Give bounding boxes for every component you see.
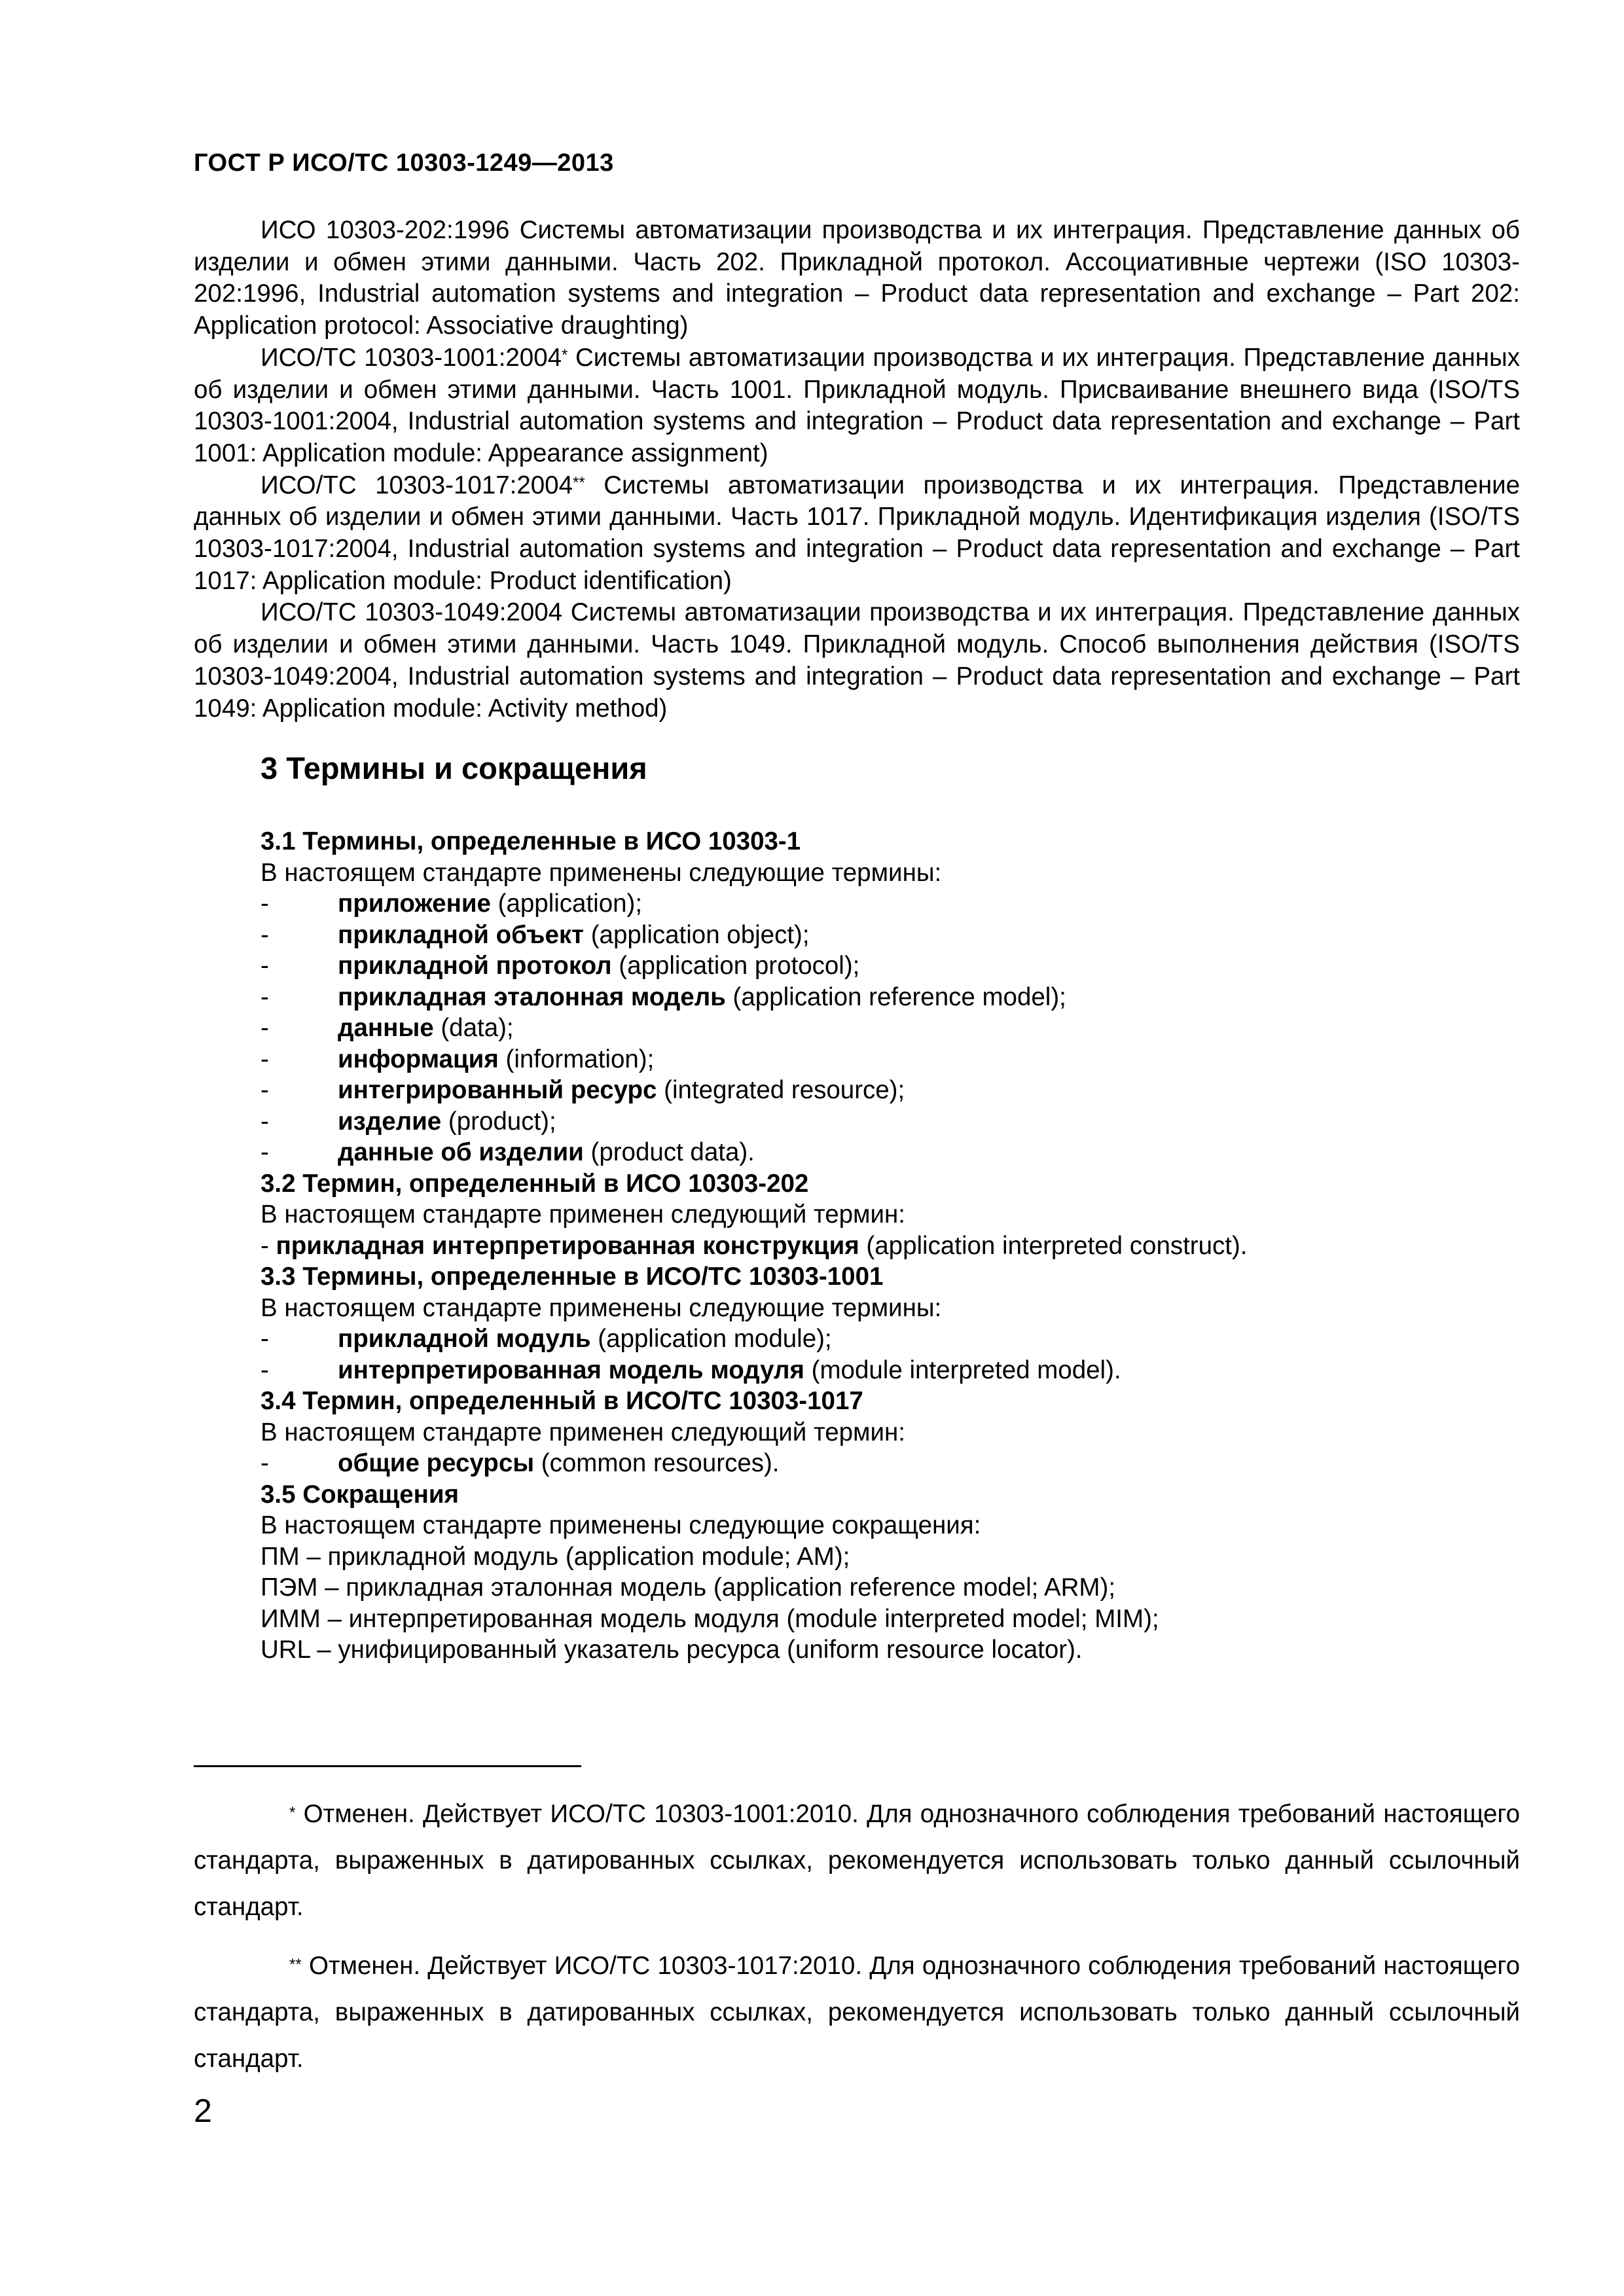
reference-lead: ИСО/ТС 10303-1017:2004 — [261, 471, 573, 499]
term-ru: информация — [338, 1045, 499, 1073]
term-en: (application module); — [590, 1325, 832, 1353]
abbreviation-item: ИММ – интерпретированная модель модуля (module interpreted model; MIM); — [261, 1604, 1159, 1633]
footnote-mark: ** — [289, 1956, 302, 1973]
term-ru: интерпретированная модель модуля — [338, 1355, 804, 1384]
term-ru: приложение — [338, 889, 491, 918]
term-en: (information); — [498, 1045, 655, 1073]
footnote-text — [194, 1943, 1520, 2082]
term-item — [261, 1075, 1520, 1106]
term-en: (data); — [433, 1014, 514, 1042]
terms-section — [261, 826, 1520, 1666]
subsection-title: 3.1 Термины, определенные в ИСО 10303-1 — [261, 827, 801, 855]
subsection-title: 3.4 Термин, определенный в ИСО/ТС 10303-1017 — [261, 1387, 863, 1415]
term-item — [261, 888, 1520, 920]
section-heading: 3 Термины и сокращения — [261, 751, 647, 785]
term-item — [261, 1137, 1520, 1168]
term-en: (application protocol); — [611, 952, 860, 980]
list-dash: - — [261, 982, 269, 1011]
footnote-mark: * — [562, 346, 568, 364]
term-ru: прикладной протокол — [338, 952, 612, 980]
term-item — [261, 1448, 1520, 1479]
term-ru: прикладная эталонная модель — [338, 982, 726, 1011]
term-item — [261, 1106, 1520, 1138]
subsection-title: 3.3 Термины, определенные в ИСО/ТС 10303-1001 — [261, 1263, 884, 1291]
list-dash: - — [261, 1045, 269, 1073]
term-item — [261, 920, 1520, 951]
term-ru: данные об изделии — [338, 1138, 584, 1166]
list-prefix: - — [261, 1231, 276, 1260]
term-ru: прикладной модуль — [338, 1325, 591, 1353]
term-ru: общие ресурсы — [338, 1449, 535, 1477]
term-ru: данные — [338, 1014, 434, 1042]
abbreviation-item: URL – унифицированный указатель ресурса (uniform resource locator). — [261, 1636, 1083, 1664]
term-ru: прикладной объект — [338, 920, 585, 949]
subsection-intro: В настоящем стандарте применен следующий термин: — [261, 1200, 905, 1229]
term-en: (integrated resource); — [657, 1076, 905, 1104]
reference-text: Системы автоматизации производства и их интеграция. Представление данных об изделии и обмен этими данными. Часть 1001. Прикладной модуль. Присваивание внешнего вида (ISO/TS 10303-1001:2004, Industrial automation systems and integration – Product data representation and exchange – Part 1001: Application module: Appearance assignment) — [194, 343, 1520, 467]
footnote-body: Отменен. Действует ИСО/ТС 10303-1001:2010. Для однозначного соблюдения требований настоящего стандарта, выраженных в датированных ссылках, рекомендуется использовать только данный ссылочный стандарт. — [194, 1800, 1520, 1921]
footnote-mark: ** — [573, 473, 585, 492]
list-dash: - — [261, 1014, 269, 1042]
term-item — [261, 1323, 1520, 1355]
term-ru: изделие — [338, 1107, 442, 1136]
abbreviation-item: ПЭМ – прикладная эталонная модель (application reference model; ARM); — [261, 1573, 1116, 1602]
list-dash: - — [261, 920, 269, 949]
reference-lead: ИСО/ТС 10303-1001:2004 — [261, 343, 562, 372]
reference-text: Системы автоматизации производства и их интеграция. Представление данных об изделии и обмен этими данными. Часть 1017. Прикладной модуль. Идентификация изделия (ISO/TS 10303-1017:2004, Industrial automation systems and integration – Product data representation and exchange – Part 1017: Application module: Product identification) — [194, 471, 1521, 595]
list-dash: - — [261, 1449, 269, 1477]
reference-iso-10303-202: ИСО 10303-202:1996 Системы автоматизации производства и их интеграция. Представление данных об изделии и обмен этими данными. Часть 202. Прикладной протокол. Ассоциативные чертежи (ISO 10303-202:1996, Industrial automation systems and integration – Product data representation and exchange – Part 202: Application protocol: Associative draughting) — [194, 216, 1520, 340]
list-dash: - — [261, 1076, 269, 1104]
footnote-separator — [194, 1765, 581, 1767]
document-header: ГОСТ Р ИСО/ТС 10303-1249—2013 — [194, 149, 614, 177]
subsection-title: 3.5 Сокращения — [261, 1480, 460, 1509]
term-en: (product data). — [583, 1138, 755, 1166]
subsection-intro: В настоящем стандарте применены следующие термины: — [261, 858, 942, 887]
term-en: (module interpreted model). — [804, 1355, 1121, 1384]
term-item — [261, 1230, 1520, 1262]
reference-iso-ts-10303-1001 — [194, 342, 1520, 470]
footnote — [194, 1943, 1520, 2082]
term-en: (application reference model); — [725, 982, 1066, 1011]
abbreviation-item: ПМ – прикладной модуль (application module; AM); — [261, 1542, 850, 1571]
term-en: (application interpreted construct). — [859, 1231, 1248, 1260]
page-number: 2 — [194, 2092, 212, 2129]
term-en: (common resources). — [534, 1449, 780, 1477]
footnote-text — [194, 1791, 1520, 1930]
term-ru: интегрированный ресурс — [338, 1076, 657, 1104]
list-dash: - — [261, 889, 269, 918]
footnote-body: Отменен. Действует ИСО/ТС 10303-1017:2010. Для однозначного соблюдения требований настоящего стандарта, выраженных в датированных ссылках, рекомендуется использовать только данный ссылочный стандарт. — [194, 1952, 1520, 2073]
term-item — [261, 1013, 1520, 1044]
reference-iso-ts-10303-1017 — [194, 470, 1520, 598]
subsection-intro: В настоящем стандарте применены следующие сокращения: — [261, 1511, 981, 1539]
term-en: (application object); — [584, 920, 810, 949]
subsection-intro: В настоящем стандарте применен следующий термин: — [261, 1418, 905, 1446]
term-item — [261, 950, 1520, 982]
list-dash: - — [261, 1355, 269, 1384]
term-ru: прикладная интерпретированная конструкция — [276, 1231, 859, 1260]
term-item — [261, 982, 1520, 1013]
normative-references — [194, 215, 1520, 725]
term-item — [261, 1355, 1520, 1386]
list-dash: - — [261, 1107, 269, 1136]
list-dash: - — [261, 1325, 269, 1353]
subsection-intro: В настоящем стандарте применены следующие термины: — [261, 1293, 942, 1322]
term-en: (product); — [441, 1107, 556, 1136]
term-en: (application); — [490, 889, 643, 918]
term-item — [261, 1044, 1520, 1075]
list-dash: - — [261, 1138, 269, 1166]
reference-iso-ts-10303-1049: ИСО/ТС 10303-1049:2004 Системы автоматизации производства и их интеграция. Представление данных об изделии и обмен этими данными. Часть 1049. Прикладной модуль. Способ выполнения действия (ISO/TS 10303-1049:2004, Industrial automation systems and integration – Product data representation and exchange – Part 1049: Application module: Activity method) — [194, 598, 1520, 723]
footnote-mark: * — [289, 1804, 296, 1821]
footnote — [194, 1791, 1520, 1930]
subsection-title: 3.2 Термин, определенный в ИСО 10303-202 — [261, 1169, 809, 1198]
list-dash: - — [261, 952, 269, 980]
